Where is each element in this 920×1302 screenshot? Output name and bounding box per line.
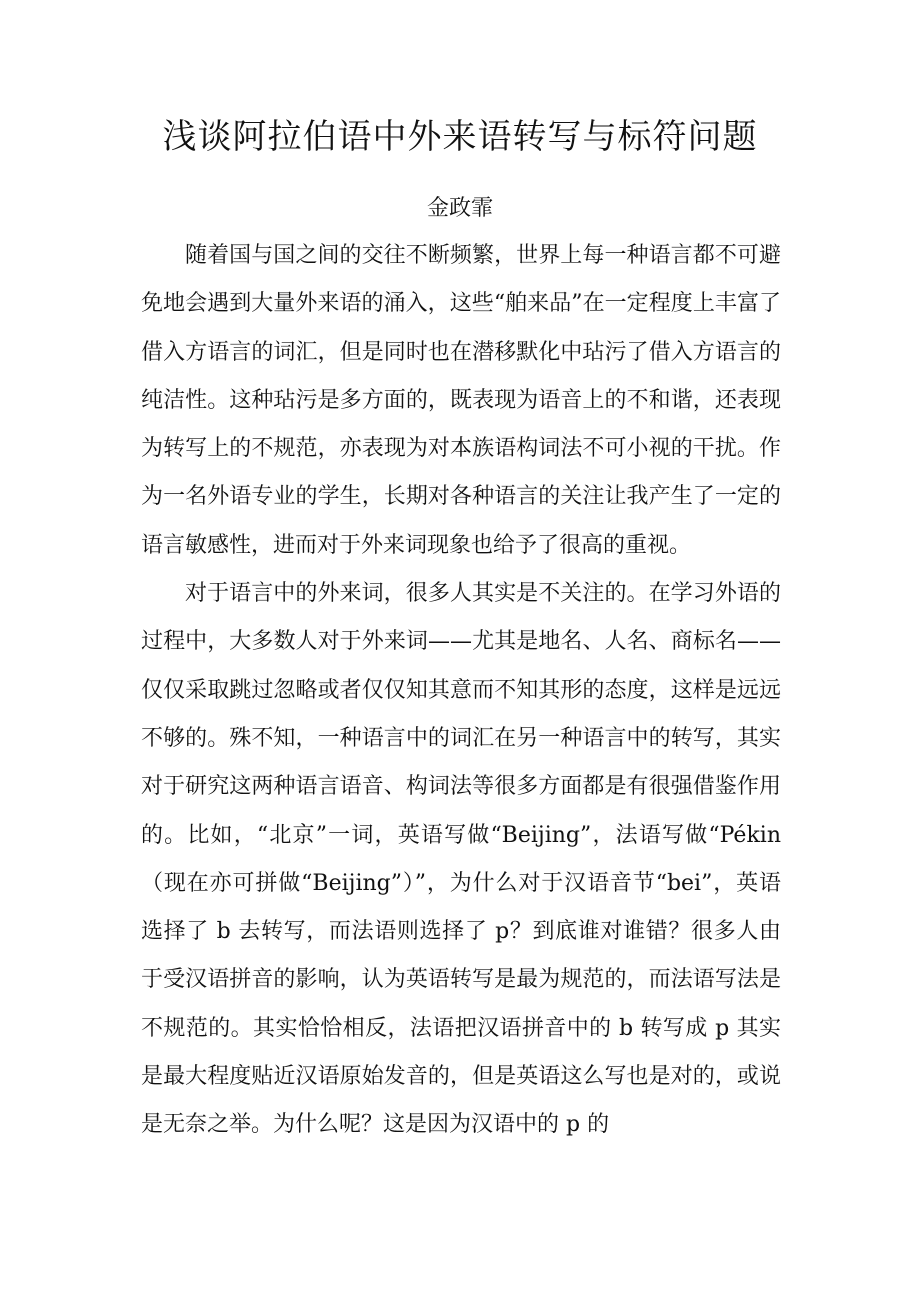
paragraph: 对于语言中的外来词，很多人其实是不关注的。在学习外语的过程中，大多数人对于外来词——尤其是地名、人名、商标名——仅仅采取跳过忽略或者仅仅知其意而不知其形的态度，这样是远远不够的。殊不知，一种语言中的词汇在另一种语言中的转写，其实对于研究这两种语言语音、构词法等很多方面都是有很强借鉴作用的。比如，“北京”一词，英语写做“Beijing”，法语写做“Pékin（现在亦可拼做“Beijing”）”，为什么对于汉语音节“bei”，英语选择了 b 去转写，而法语则选择了 p？到底谁对谁错？很多人由于受汉语拼音的影响，认为英语转写是最为规范的，而法语写法是不规范的。其实恰恰相反，法语把汉语拼音中的 b 转写成 p 其实是最大程度贴近汉语原始发音的，但是英语这么写也是对的，或说是无奈之举。为什么呢？这是因为汉语中的 p 的 [141, 581, 781, 1138]
author-name: 金政霏 [426, 196, 493, 221]
document-title: 浅谈阿拉伯语中外来语转写与标符问题 [162, 117, 758, 157]
paragraph: 随着国与国之间的交往不断频繁，世界上每一种语言都不可避免地会遇到大量外来语的涌入，这些“舶来品”在一定程度上丰富了借入方语言的词汇，但是同时也在潜移默化中玷污了借入方语言的纯洁性。这种玷污是多方面的，既表现为语音上的不和谐，还表现为转写上的不规范，亦表现为对本族语构词法不可小视的干扰。作为一名外语专业的学生，长期对各种语言的关注让我产生了一定的语言敏感性，进而对于外来词现象也给予了很高的重视。 [141, 243, 781, 558]
document-body [141, 232, 781, 1150]
